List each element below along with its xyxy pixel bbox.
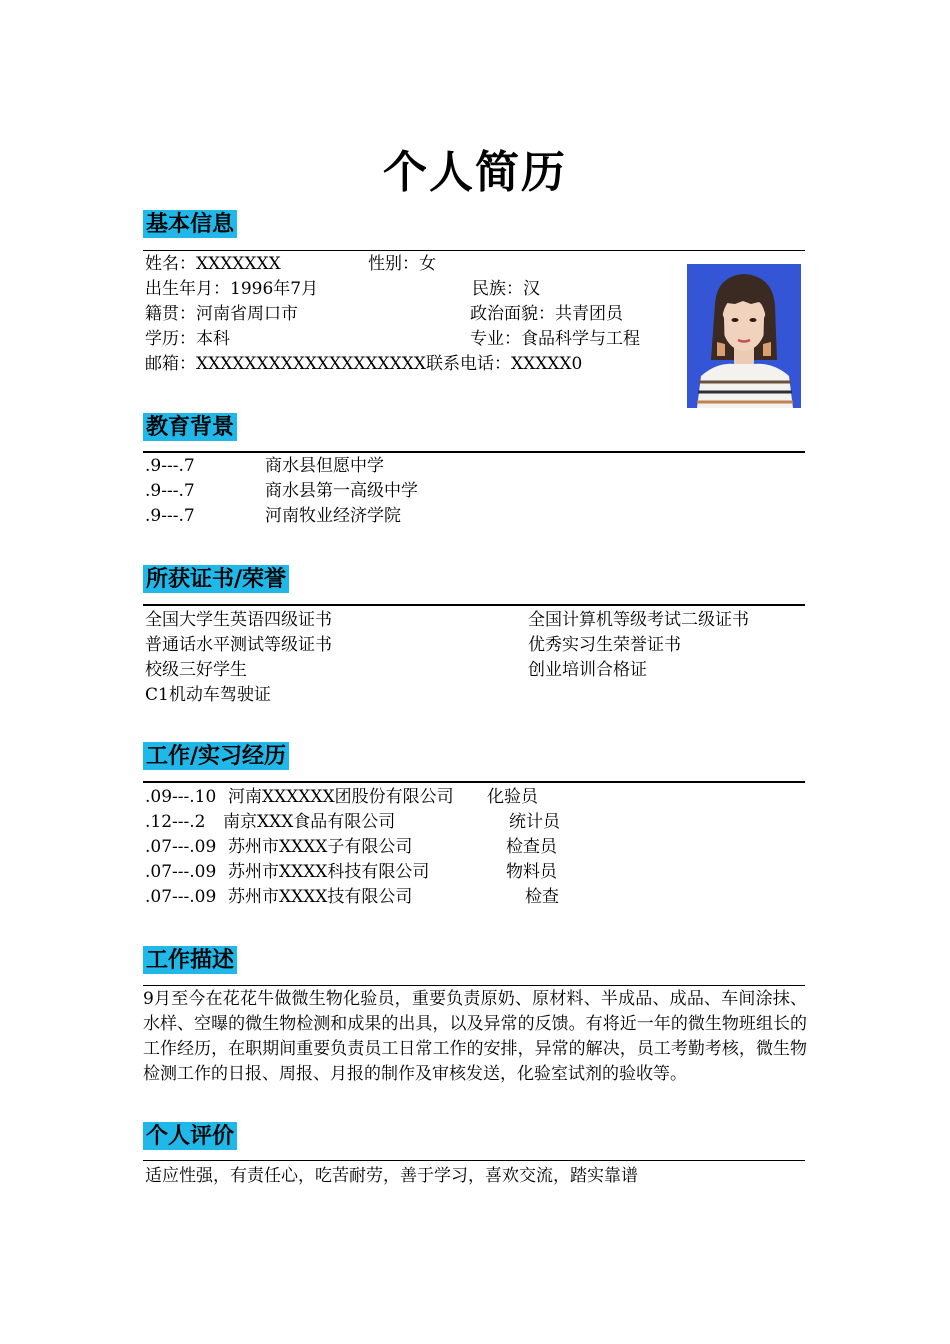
- email-field: 邮箱：XXXXXXXXXXXXXXXXXXX: [145, 354, 426, 374]
- self-evaluation-text: 适应性强，有责任心，吃苦耐劳，善于学习，喜欢交流，踏实靠谱: [145, 1166, 638, 1186]
- work-date: .07---.09: [145, 837, 217, 857]
- education-field: 学历：本科: [145, 329, 230, 349]
- work-company: 河南XXXXXX团股份有限公司: [228, 787, 454, 807]
- certificate-item: 校级三好学生: [145, 660, 247, 680]
- work-date: .12---.2: [145, 812, 206, 832]
- phone-field: 联系电话：XXXXX0: [426, 354, 583, 374]
- certificate-item: 全国计算机等级考试二级证书: [528, 610, 749, 630]
- work-company: 苏州市XXXX子有限公司: [228, 837, 413, 857]
- certificate-item: 全国大学生英语四级证书: [145, 610, 332, 630]
- certificate-item: 普通话水平测试等级证书: [145, 635, 332, 655]
- divider: [143, 250, 805, 251]
- work-company: 苏州市XXXX技有限公司: [228, 887, 413, 907]
- divider: [143, 985, 805, 986]
- edu-date: .9---.7: [145, 481, 195, 501]
- hometown-field: 籍贯：河南省周口市: [145, 304, 298, 324]
- section-heading-education: 教育背景: [143, 413, 237, 441]
- edu-school: 商水县第一高级中学: [265, 481, 418, 501]
- edu-school: 河南牧业经济学院: [265, 506, 401, 526]
- work-date: .07---.09: [145, 887, 217, 907]
- work-company: 南京XXX食品有限公司: [223, 812, 396, 832]
- work-date: .09---.10: [145, 787, 217, 807]
- page-title: 个人简历: [383, 147, 567, 198]
- birth-field: 出生年月：1996年7月: [145, 279, 319, 299]
- divider: [143, 604, 805, 606]
- work-role: 物料员: [506, 862, 557, 882]
- edu-date: .9---.7: [145, 456, 195, 476]
- work-date: .07---.09: [145, 862, 217, 882]
- profile-photo: [687, 264, 801, 408]
- ethnicity-field: 民族：汉: [472, 279, 540, 299]
- gender-field: 性别：女: [368, 254, 436, 274]
- work-company: 苏州市XXXX科技有限公司: [228, 862, 430, 882]
- certificate-item: 优秀实习生荣誉证书: [528, 635, 681, 655]
- work-role: 化验员: [487, 787, 538, 807]
- work-description-text: 9月至今在花花牛做微生物化验员，重要负责原奶、原材料、半成品、成品、车间涂抹、水样、空曝的微生物检测和成果的出具，以及异常的反馈。有将近一年的微生物班组长的工作经历，在职期间重要负责员工日常工作的安排，异常的解决，员工考勤考核，微生物检测工作的日报、周报、月报的制作及审核发送，化验室试剂的验收等。: [143, 989, 807, 1084]
- certificate-item: 创业培训合格证: [528, 660, 647, 680]
- major-field: 专业：食品科学与工程: [470, 329, 640, 349]
- edu-date: .9---.7: [145, 506, 195, 526]
- section-heading-basic: 基本信息: [143, 210, 237, 238]
- section-heading-description: 工作描述: [143, 946, 237, 974]
- section-heading-work: 工作/实习经历: [143, 742, 289, 770]
- divider: [143, 451, 805, 453]
- work-role: 检查员: [506, 837, 557, 857]
- divider: [143, 1160, 805, 1161]
- work-role: 检查: [525, 887, 559, 907]
- political-field: 政治面貌：共青团员: [470, 304, 623, 324]
- edu-school: 商水县但愿中学: [265, 456, 384, 476]
- divider: [143, 781, 805, 783]
- name-field: 姓名：XXXXXXX: [145, 254, 281, 274]
- certificate-item: C1机动车驾驶证: [145, 685, 271, 705]
- work-role: 统计员: [509, 812, 560, 832]
- section-heading-certificates: 所获证书/荣誉: [143, 565, 289, 593]
- section-heading-evaluation: 个人评价: [143, 1122, 237, 1150]
